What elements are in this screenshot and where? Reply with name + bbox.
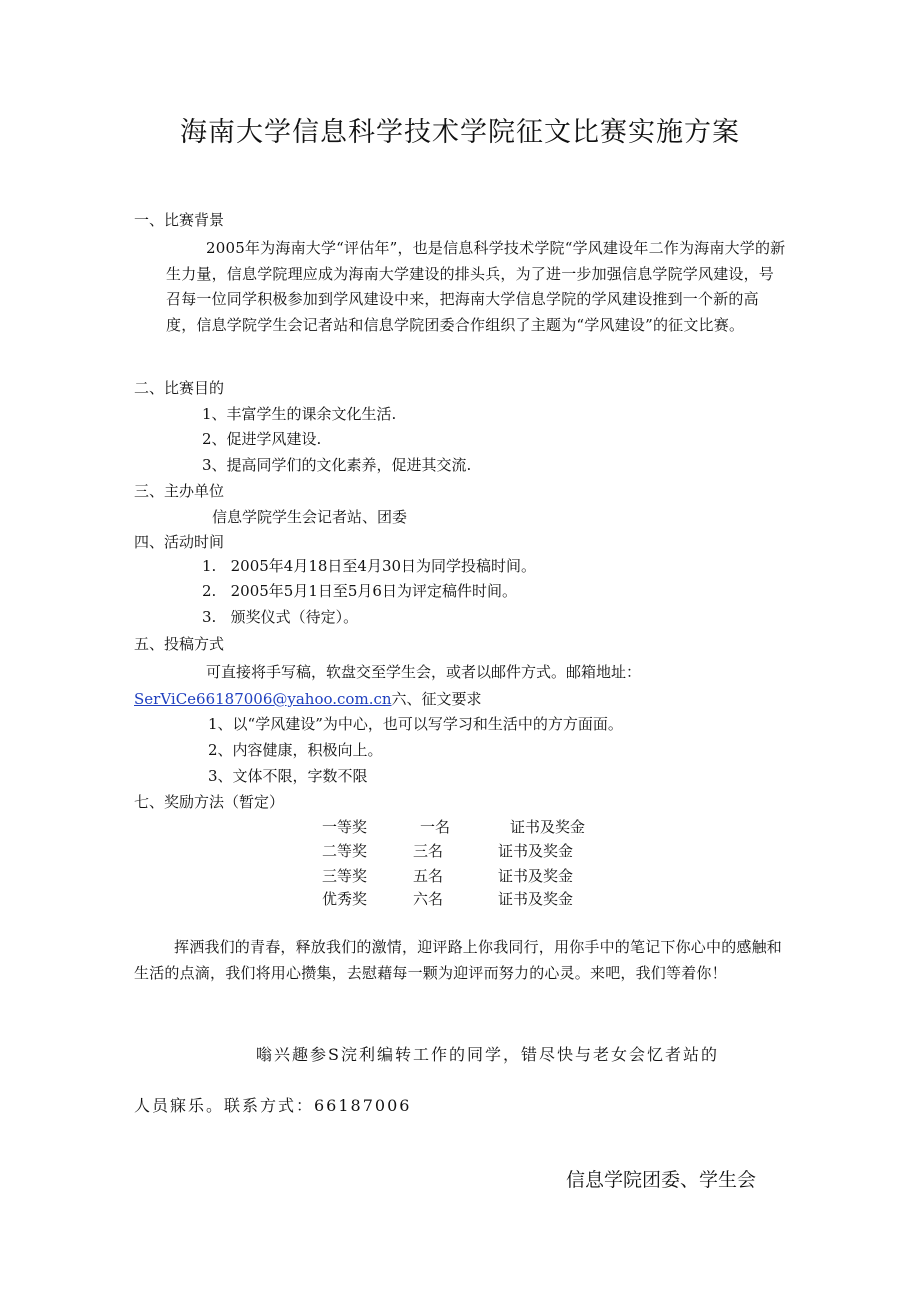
- submission-text: 可直接将手写稿，软盘交至学生会，或者以邮件方式。邮箱地址：: [206, 663, 642, 681]
- signature: 信息学院团委、学生会: [566, 1169, 757, 1191]
- list-item: 1. 2005年4月18日至4月30日为同学投稿时间。: [202, 557, 537, 575]
- section-body-background: 2005年为海南大学“评估年”，也是信息科学技术学院“学风建设年二作为海南大学的新生力量，信息学院理应成为海南大学建设的排头兵，为了进一步加强信息学院学风建设，号召每一位同学积极参加到学风建设中来，把海南大学信息学院的学风建设推到一个新的高度，信息学院学生会记者站和信息学院团委合作组织了主题为“学风建设”的征文比赛。: [166, 239, 786, 334]
- list-item: 3、提高同学们的文化素养，促进其交流.: [202, 456, 472, 474]
- award-prize: 一等奖: [322, 818, 368, 836]
- notice-line-2: 人员寐乐。联系方式：66187006: [134, 1096, 412, 1115]
- award-count: 三名: [413, 842, 444, 860]
- list-item: 2、促进学风建设.: [202, 430, 322, 448]
- section-heading-organizer: 三、主办单位: [134, 482, 225, 500]
- section-heading-requirements: 六、征文要求: [391, 690, 482, 708]
- section-heading-background: 一、比赛背景: [134, 211, 225, 229]
- award-count: 六名: [413, 890, 444, 908]
- award-prize: 二等奖: [322, 842, 368, 860]
- award-reward: 证书及奖金: [510, 818, 586, 836]
- list-item: 1、丰富学生的课余文化生活.: [202, 405, 397, 423]
- award-reward: 证书及奖金: [498, 842, 574, 860]
- email-link[interactable]: SerViCe66187006@yahoo.com.cn: [134, 690, 392, 708]
- list-item: 2. 2005年5月1日至5月6日为评定稿件时间。: [202, 582, 517, 600]
- list-item: 1、以“学风建设”为中心，也可以写学习和生活中的方方面面。: [208, 715, 623, 733]
- award-count: 五名: [413, 867, 444, 885]
- section-heading-submission: 五、投稿方式: [134, 635, 225, 653]
- award-prize: 优秀奖: [322, 890, 368, 908]
- list-item: 2、内容健康，积极向上。: [208, 741, 383, 759]
- section-heading-purpose: 二、比赛目的: [134, 379, 225, 397]
- section-heading-awards: 七、奖励方法（暂定）: [134, 793, 285, 811]
- closing-paragraph: 挥洒我们的青春，释放我们的激情，迎评路上你我同行，用你手中的笔记下你心中的感触和生活的点滴，我们将用心攒集，去慰藉每一颗为迎评而努力的心灵。来吧，我们等着你！: [134, 938, 783, 982]
- list-item: 3. 颁奖仪式（待定）。: [202, 608, 359, 626]
- page-title: 海南大学信息科学技术学院征文比赛实施方案: [180, 117, 740, 148]
- award-prize: 三等奖: [322, 867, 368, 885]
- notice-line-1: 嗡兴趣参S浣利编转工作的同学，错尽快与老女会忆者站的: [256, 1045, 719, 1064]
- award-reward: 证书及奖金: [498, 890, 574, 908]
- section-heading-schedule: 四、活动时间: [134, 533, 225, 551]
- organizer-text: 信息学院学生会记者站、团委: [212, 508, 408, 526]
- award-count: 一名: [420, 818, 451, 836]
- list-item: 3、文体不限，字数不限: [208, 767, 368, 785]
- award-reward: 证书及奖金: [498, 867, 574, 885]
